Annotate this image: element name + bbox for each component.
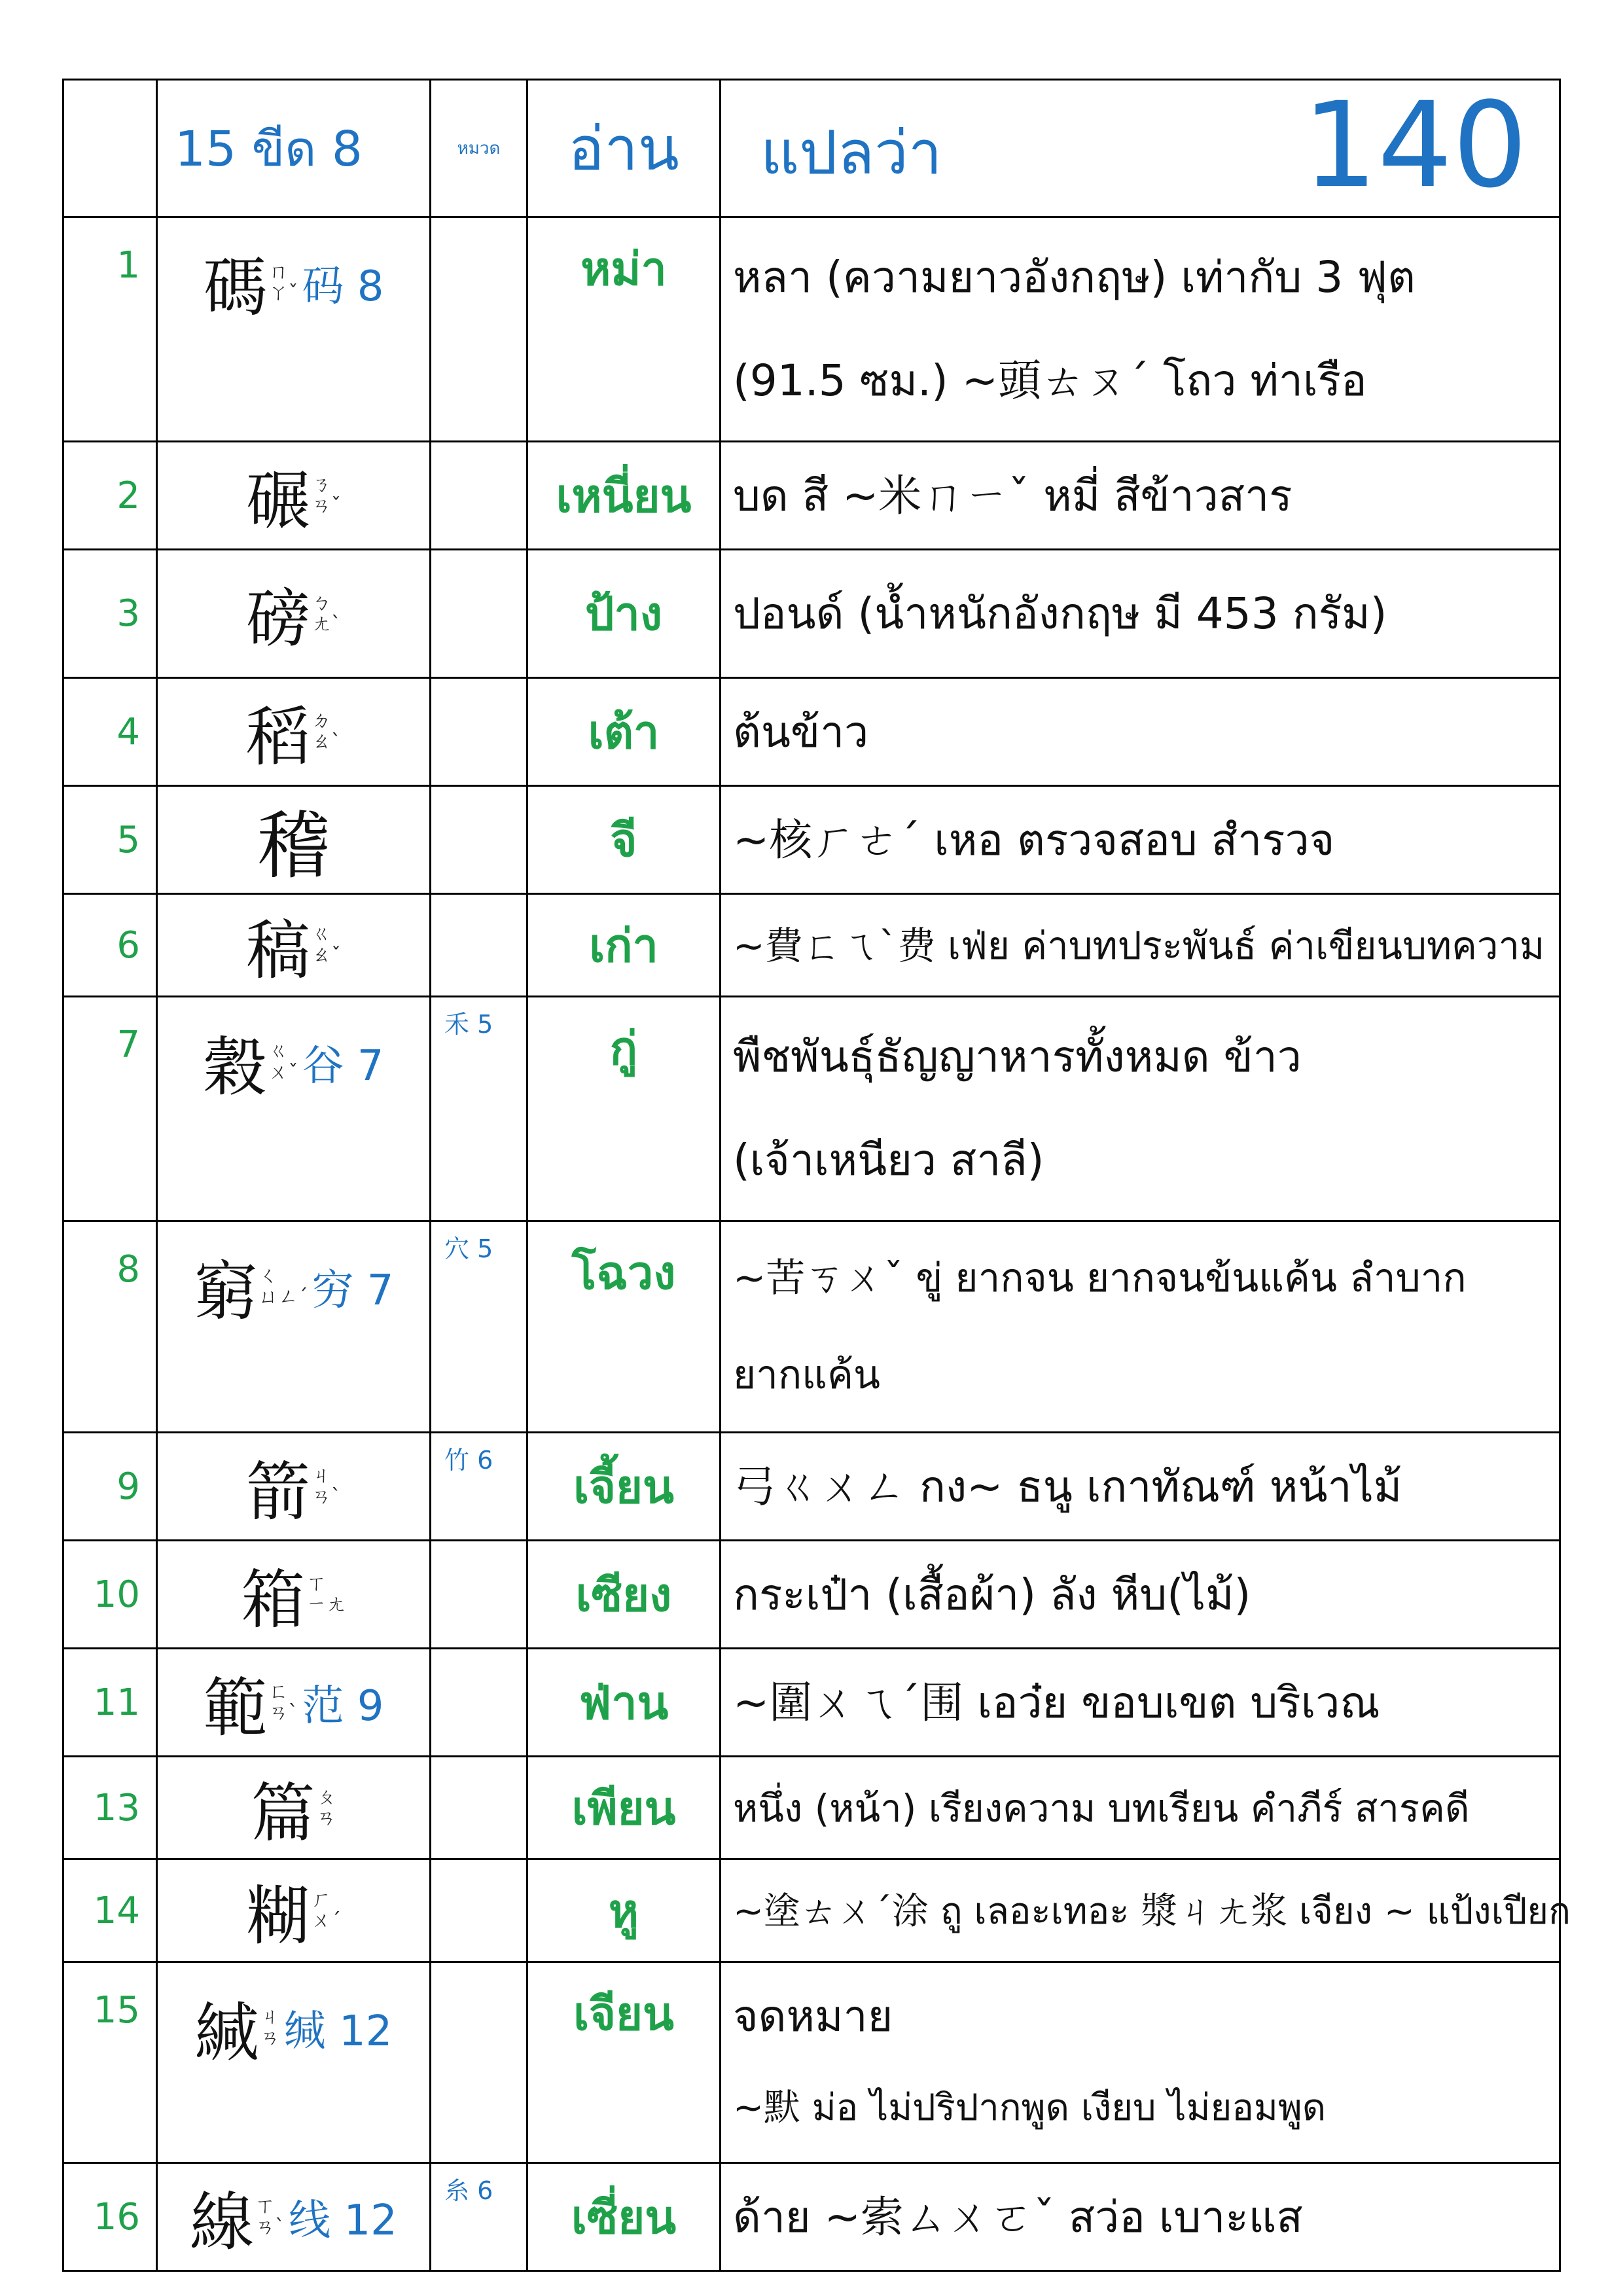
radical-cell	[431, 1859, 527, 1962]
meaning-line: ด้าย ~索ㄙㄨㄛˇ สว่อ เบาะแส	[733, 2192, 1303, 2242]
row-number: 4	[63, 678, 157, 786]
radical-cell: 穴 5	[431, 1221, 527, 1433]
radical-cell	[431, 678, 527, 786]
meaning-line: ยากแค้น	[733, 1352, 880, 1398]
character-cell	[157, 1962, 431, 2163]
zhuyin: ㄅ ㄤˋ	[312, 591, 341, 636]
simplified-character: 谷 7	[302, 1041, 384, 1090]
zhuyin: ㄉ ㄠˋ	[312, 709, 341, 753]
reading-cell: เจียน	[527, 1962, 721, 2163]
row-number: 10	[63, 1541, 157, 1649]
meaning-line: บด สี ~米ㄇㄧˇ หมี่ สีข้าวสาร	[733, 471, 1293, 521]
traditional-character: 糊	[245, 1878, 310, 1954]
header-radical-label: หมวด	[431, 80, 527, 217]
radical-cell: 竹 6	[431, 1433, 527, 1541]
row-number: 14	[63, 1859, 157, 1962]
vocabulary-table	[62, 77, 1571, 2272]
simplified-character: 码 8	[302, 262, 384, 311]
meaning-cell	[721, 1433, 1560, 1541]
meaning-line: 弓ㄍㄨㄥ กง~ ธนู เกาทัณฑ์ หน้าไม้	[733, 1462, 1402, 1512]
meaning-line: หนึ่ง (หน้า) เรียงความ บทเรียน คำภีร์ สารคดี	[733, 1785, 1470, 1831]
character-cell	[157, 442, 431, 550]
zhuyin: ㄆ ㄢ	[316, 1785, 336, 1829]
table-row	[63, 894, 1560, 997]
header-number-cell	[63, 80, 157, 217]
reading-cell: หู	[527, 1859, 721, 1962]
meaning-line: ~默 ม่อ ไม่ปริปากพูด เงียบ ไม่ยอมพูด	[733, 2087, 1327, 2129]
character-cell	[157, 1433, 431, 1541]
header-reading-label: อ่าน	[527, 80, 721, 217]
meaning-cell	[721, 894, 1560, 997]
zhuyin: ㄍ ㄠˇ	[312, 923, 341, 967]
traditional-character: 碼	[203, 251, 268, 325]
radical-cell: 糸 6	[431, 2163, 527, 2271]
table-row	[63, 1649, 1560, 1757]
reading-cell: เหนี่ยน	[527, 442, 721, 550]
radical-cell	[431, 786, 527, 894]
character-cell	[157, 1649, 431, 1757]
meaning-cell	[721, 1859, 1571, 1962]
table-row	[63, 678, 1560, 786]
character-cell	[157, 1221, 431, 1433]
meaning-line: หลา (ความยาวอังกฤษ) เท่ากับ 3 ฟุต	[733, 252, 1416, 302]
character-cell	[157, 786, 431, 894]
meaning-cell	[721, 217, 1560, 442]
meaning-line: ปอนด์ (น้ำหนักอังกฤษ มี 453 กรัม)	[733, 588, 1387, 639]
radical-cell	[431, 894, 527, 997]
simplified-character: 范 9	[302, 1682, 384, 1731]
zhuyin: ㄋ ㄢˇ	[312, 473, 341, 517]
header-meaning-cell	[721, 77, 1560, 217]
traditional-character: 窮	[193, 1255, 258, 1329]
meaning-line: กระเป๋า (เสื้อผ้า) ลัง หีบ(ไม้)	[733, 1569, 1251, 1620]
row-number: 5	[63, 786, 157, 894]
radical-cell	[431, 1962, 527, 2163]
row-number: 16	[63, 2163, 157, 2271]
zhuyin: ㄏ ㄨˊ	[312, 1888, 341, 1932]
meaning-line: จดหมาย	[733, 1991, 893, 2041]
traditional-character: 磅	[245, 582, 310, 656]
radical-cell	[431, 1541, 527, 1649]
table-row	[63, 1433, 1560, 1541]
meaning-line: พืชพันธุ์ธัญญาหารทั้งหมด ข้าว	[733, 1031, 1302, 1082]
meaning-line: (91.5 ซม.) ~頭ㄊㄡˊ โถว ท่าเรือ	[733, 355, 1367, 406]
reading-cell: ป้าง	[527, 550, 721, 678]
row-number: 7	[63, 997, 157, 1221]
table-row	[63, 1859, 1560, 1962]
meaning-line: ต้นข้าว	[733, 706, 869, 757]
reading-cell: ฟ่าน	[527, 1649, 721, 1757]
radical-cell	[431, 550, 527, 678]
meaning-line: ~核ㄏㄜˊ เหอ ตรวจสอบ สำรวจ	[733, 815, 1335, 865]
table-row	[63, 442, 1560, 550]
character-cell	[157, 997, 431, 1221]
table-row	[63, 550, 1560, 678]
header-row	[63, 80, 1560, 217]
radical-cell: 禾 5	[431, 997, 527, 1221]
row-number: 2	[63, 442, 157, 550]
reading-cell: โฉวง	[527, 1221, 721, 1433]
character-cell	[157, 1757, 431, 1859]
traditional-character: 碾	[245, 463, 310, 539]
traditional-character: 箭	[245, 1454, 310, 1530]
character-cell	[157, 1859, 431, 1962]
row-number: 6	[63, 894, 157, 997]
reading-cell: เพียน	[527, 1757, 721, 1859]
meaning-cell	[721, 550, 1560, 678]
row-number: 3	[63, 550, 157, 678]
zhuyin: ㄍ ㄨˇ	[268, 1039, 298, 1084]
header-meaning-label: แปลว่า	[760, 118, 942, 188]
simplified-character: 穷 7	[312, 1266, 394, 1315]
meaning-cell	[721, 786, 1560, 894]
traditional-character: 範	[203, 1670, 268, 1746]
zhuyin: ㄇ ㄚˇ	[268, 260, 298, 304]
character-cell	[157, 2163, 431, 2271]
radical-cell	[431, 442, 527, 550]
row-number: 9	[63, 1433, 157, 1541]
reading-cell: หม่า	[527, 217, 721, 442]
row-number: 8	[63, 1221, 157, 1433]
meaning-cell	[721, 678, 1560, 786]
traditional-character: 篇	[251, 1776, 315, 1851]
meaning-line: (เจ้าเหนียว สาลี)	[733, 1135, 1044, 1185]
zhuyin: ㄑ ㄩㄥˊ	[259, 1264, 308, 1308]
reading-cell: เจี้ยน	[527, 1433, 721, 1541]
zhuyin: ㄐ ㄢˋ	[312, 1464, 341, 1508]
character-cell	[157, 1541, 431, 1649]
header-stroke-label: 15 ขีด 8	[157, 80, 431, 217]
meaning-line: ~圍ㄨㄟˊ围 เอว๋ย ขอบเขต บริเวณ	[733, 1677, 1380, 1728]
table-row	[63, 1221, 1560, 1433]
meaning-cell	[721, 1649, 1560, 1757]
radical-cell	[431, 1757, 527, 1859]
table-row	[63, 786, 1560, 894]
zhuyin: ㄒ ㄧㄤ	[306, 1572, 346, 1616]
table-row	[63, 997, 1560, 1221]
traditional-character: 稽	[257, 803, 330, 889]
table-row	[63, 217, 1560, 442]
row-number: 13	[63, 1757, 157, 1859]
meaning-cell	[721, 1757, 1560, 1859]
reading-cell: เซี่ยน	[527, 2163, 721, 2271]
reading-cell: กู่	[527, 997, 721, 1221]
page-number: 140	[1302, 77, 1527, 214]
row-number: 15	[63, 1962, 157, 2163]
character-cell	[157, 678, 431, 786]
traditional-character: 穀	[203, 1030, 268, 1105]
table-row	[63, 1962, 1560, 2163]
meaning-line: ~塗ㄊㄨˊ涂 ถู เลอะเทอะ 漿ㄐㄤ浆 เจียง ~ แป้งเปียก	[733, 1890, 1571, 1933]
zhuyin: ㄐ ㄢ	[260, 2005, 280, 2049]
row-number: 1	[63, 217, 157, 442]
meaning-cell	[721, 2163, 1560, 2271]
traditional-character: 緘	[194, 1996, 259, 2070]
character-cell	[157, 550, 431, 678]
reading-cell: เต้า	[527, 678, 721, 786]
radical-cell	[431, 1649, 527, 1757]
meaning-cell	[721, 1541, 1560, 1649]
meaning-line: ~苦ㄎㄨˇ ขู่ ยากจน ยากจนข้นแค้น ลำบาก	[733, 1255, 1467, 1301]
zhuyin: ㄒ ㄢˋ	[255, 2195, 285, 2238]
row-number: 11	[63, 1649, 157, 1757]
reading-cell: เซียง	[527, 1541, 721, 1649]
meaning-cell	[721, 1962, 1560, 2163]
simplified-character: 线 12	[289, 2197, 397, 2245]
reading-cell: เก่า	[527, 894, 721, 997]
traditional-character: 稿	[245, 913, 310, 988]
table-row	[63, 1541, 1560, 1649]
reading-cell: จี	[527, 786, 721, 894]
traditional-character: 箱	[241, 1562, 306, 1638]
traditional-character: 線	[190, 2185, 255, 2260]
character-cell	[157, 894, 431, 997]
meaning-cell	[721, 442, 1560, 550]
simplified-character: 缄 12	[283, 2007, 393, 2056]
character-cell	[157, 217, 431, 442]
radical-cell	[431, 217, 527, 442]
zhuyin: ㄈ ㄢˋ	[268, 1680, 298, 1724]
meaning-line: ~費ㄈㄟˋ费 เฟ่ย ค่าบทประพันธ์ ค่าเขียนบทความ	[733, 923, 1545, 968]
meaning-cell	[721, 1221, 1560, 1433]
table-row	[63, 2163, 1560, 2271]
meaning-cell	[721, 997, 1560, 1221]
traditional-character: 稻	[245, 700, 310, 775]
table-row	[63, 1757, 1560, 1859]
